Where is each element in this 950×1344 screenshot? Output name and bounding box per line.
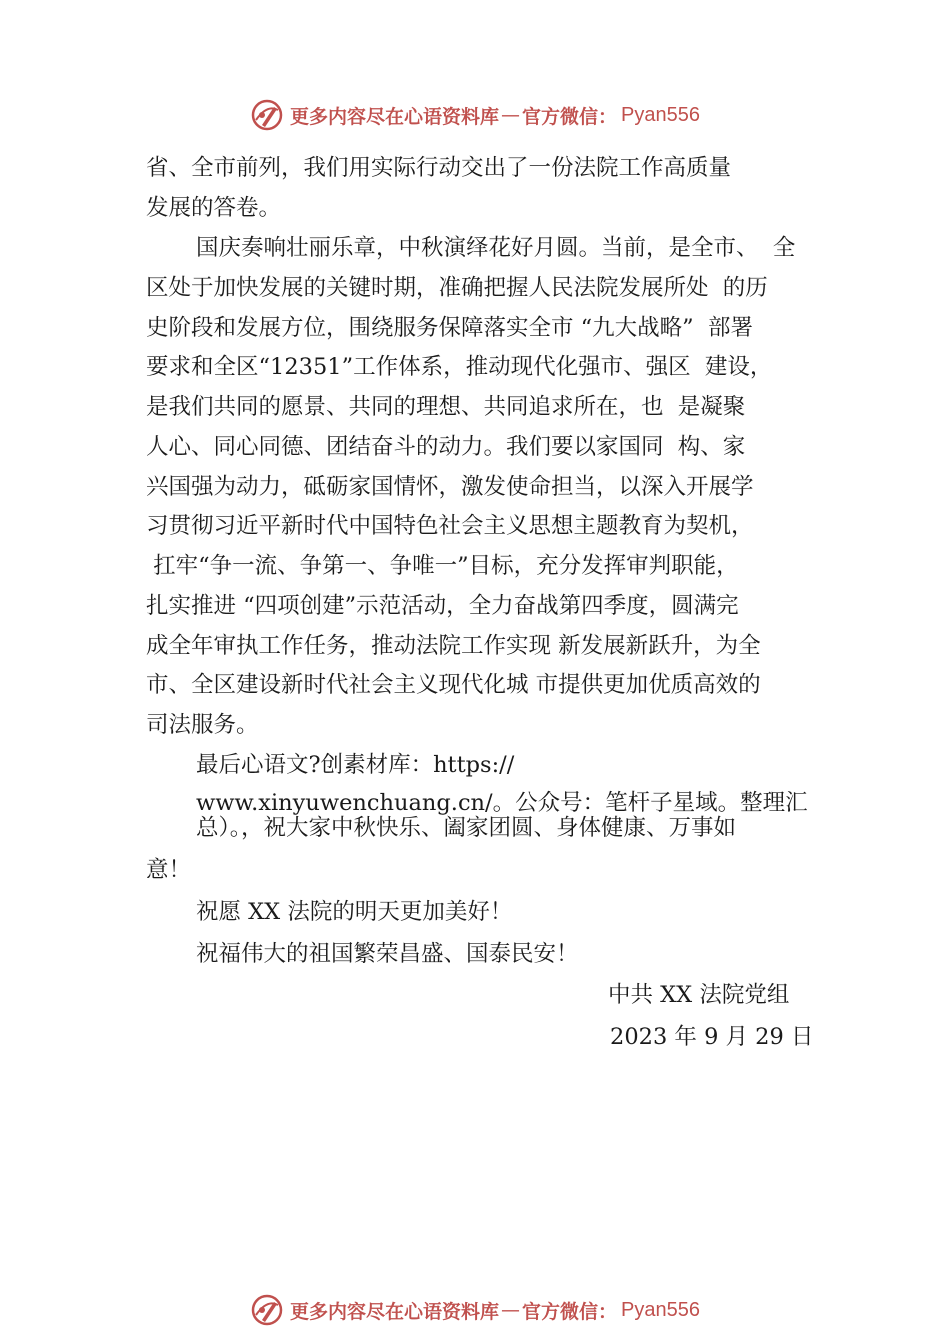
body-line: 史阶段和发展方位，围绕服务保障落实全市 “九大战略” 部署 <box>146 315 753 341</box>
body-line: 成全年审执工作任务，推动法院工作实现 新发展新跃升，为全 <box>146 633 761 659</box>
banner-separator: — <box>501 1299 521 1321</box>
banner-wechat-id: Pyan556 <box>621 1298 700 1321</box>
body-line: 国庆奏响壮丽乐章，中秋演绎花好月圆。当前，是全市、 全 <box>196 235 796 261</box>
body-line: 是我们共同的愿景、共同的理想、共同追求所在，也 是凝聚 <box>146 394 746 420</box>
body-line-tail: 意！ <box>146 857 192 883</box>
body-line: 要求和全区“12351”工作体系，推动现代化强市、强区 建设， <box>146 354 773 380</box>
wish-line: 祝福伟大的祖国繁荣昌盛、国泰民安！ <box>196 941 579 967</box>
banner-wechat-id: Pyan556 <box>621 103 700 126</box>
body-line: 区处于加快发展的关键时期，准确把握人民法院发展所处 的历 <box>146 275 768 301</box>
link-line: 总）。，祝大家中秋快乐、阖家团圆、身体健康、万事如 <box>196 815 737 841</box>
banner-wechat-label: 官方微信： <box>522 1300 618 1323</box>
body-line: 扎实推进 “四项创建”示范活动，全力奋战第四季度，圆满完 <box>146 593 739 619</box>
link-line: 最后心语文?创素材库：https:// <box>196 752 515 778</box>
body-line: 习贯彻习近平新时代中国特色社会主义思想主题教育为契机， <box>146 513 754 539</box>
wish-line: 祝愿 XX 法院的明天更加美好！ <box>196 899 513 925</box>
banner-separator: — <box>501 104 521 126</box>
link-line: www.xinyuwenchuang.cn/。公众号：笔杆子星域。整理汇 <box>196 790 808 816</box>
body-line: 扛牢“争一流、争第一、争唯一”目标，充分发挥审判职能， <box>146 553 739 579</box>
body-line: 人心、同心同德、团结奋斗的动力。我们要以家国同 构、家 <box>146 434 746 460</box>
red-pen-swirl-logo-icon <box>250 1293 284 1327</box>
body-line: 省、全市前列，我们用实际行动交出了一份法院工作高质量 <box>146 155 732 181</box>
body-line: 司法服务。 <box>146 712 259 738</box>
banner-wechat-label: 官方微信： <box>522 105 618 128</box>
body-line: 兴国强为动力，砥砺家国情怀，激发使命担当，以深入开展学 <box>146 474 754 500</box>
red-pen-swirl-logo-icon <box>250 98 284 132</box>
header-banner <box>0 95 950 135</box>
signature-org: 中共 XX 法院党组 <box>608 982 790 1008</box>
banner-main-text: 更多内容尽在心语资料库 <box>290 105 500 128</box>
footer-banner <box>0 1290 950 1330</box>
body-line: 发展的答卷。 <box>146 195 282 221</box>
body-line: 市、全区建设新时代社会主义现代化城 市提供更加优质高效的 <box>146 672 761 698</box>
banner-main-text: 更多内容尽在心语资料库 <box>290 1300 500 1323</box>
signature-date: 2023 年 9 月 29 日 <box>610 1024 814 1050</box>
